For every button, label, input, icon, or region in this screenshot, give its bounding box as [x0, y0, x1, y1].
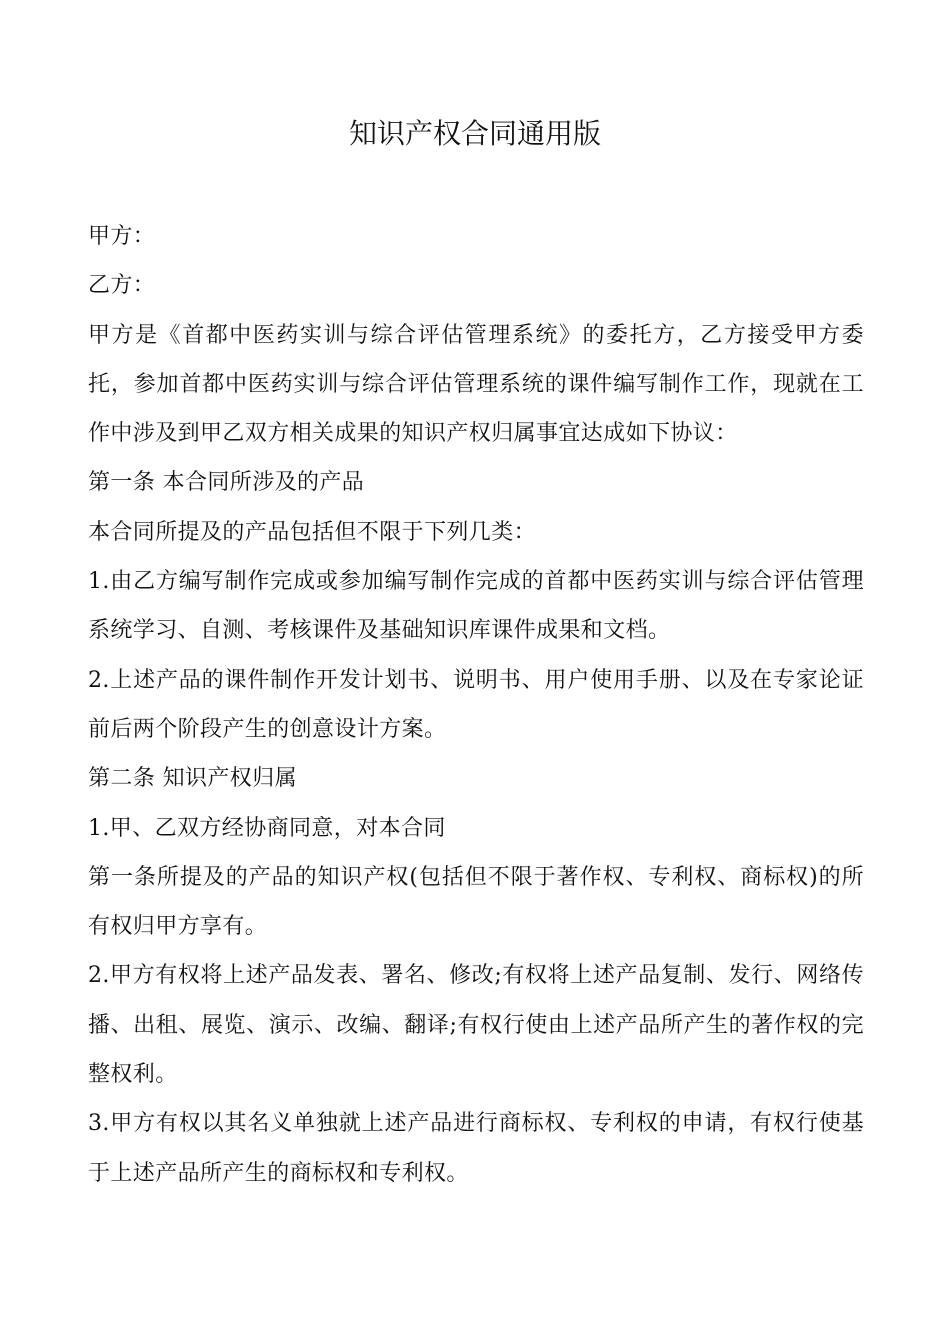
document-body — [88, 212, 864, 1198]
article-2-heading: 第二条 知识产权归属 — [88, 766, 297, 792]
article-2-item-2: 2.甲方有权将上述产品发表、署名、修改;有权将上述产品复制、发行、网络传播、出租、展览、演示、改编、翻译;有权行使由上述产品所产生的著作权的完整权利。 — [88, 963, 864, 1088]
article-1-item-2: 2.上述产品的课件制作开发计划书、说明书、用户使用手册、以及在专家论证前后两个阶段产生的创意设计方案。 — [88, 667, 864, 742]
article-2-item-3: 3.甲方有权以其名义单独就上述产品进行商标权、专利权的申请，有权行使基于上述产品所产生的商标权和专利权。 — [88, 1111, 864, 1186]
article-2-item-1: 1.甲、乙双方经协商同意，对本合同 — [88, 815, 446, 841]
article-2-item-1-continued: 第一条所提及的产品的知识产权(包括但不限于著作权、专利权、商标权)的所有权归甲方享有。 — [88, 864, 864, 940]
party-b-line: 乙方： — [88, 273, 156, 299]
document-title: 知识产权合同通用版 — [348, 117, 601, 150]
preamble-paragraph: 甲方是《首都中医药实训与综合评估管理系统》的委托方，乙方接受甲方委托，参加首都中医药实训与综合评估管理系统的课件编写制作工作，现就在工作中涉及到甲乙双方相关成果的知识产权归属事宜达成如下协议： — [88, 322, 864, 447]
article-1-item-1: 1.由乙方编写制作完成或参加编写制作完成的首都中医药实训与综合评估管理系统学习、自测、考核课件及基础知识库课件成果和文档。 — [88, 569, 864, 644]
article-1-heading: 第一条 本合同所涉及的产品 — [88, 470, 365, 496]
party-a-line: 甲方： — [88, 224, 156, 249]
article-1-intro: 本合同所提及的产品包括但不限于下列几类： — [88, 519, 537, 545]
